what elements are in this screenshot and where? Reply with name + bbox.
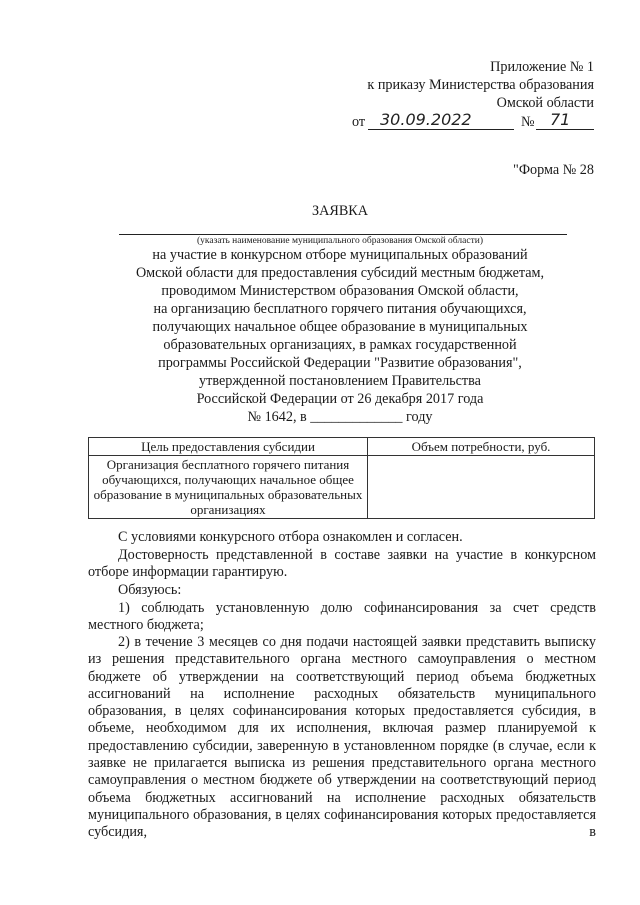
subtitle-line: Российской Федерации от 26 декабря 2017 года	[196, 391, 484, 407]
guarantee-paragraph: Достоверность представленной в составе заявки на участие в конкурсном отборе информации гарантирую.	[88, 547, 596, 581]
order-reference: к приказу Министерства образования	[367, 77, 594, 93]
number-underline	[536, 129, 594, 130]
subtitle-line: № 1642, в _____________ году	[247, 409, 433, 425]
document-title: ЗАЯВКА	[312, 203, 368, 219]
appendix-number: Приложение № 1	[490, 59, 594, 75]
region-name: Омской области	[496, 95, 594, 111]
table-cell-purpose: Организация бесплатного горячего питания обучающихся, получающих начальное общее образование в муниципальных образовательных организациях	[89, 456, 368, 519]
subtitle-line: на организацию бесплатного горячего питания обучающихся,	[153, 301, 527, 317]
subtitle-line: проводимом Министерством образования Омской области,	[161, 283, 519, 299]
obligation-2: 2) в течение 3 месяцев со дня подачи настоящей заявки представить выписку из решения представительного органа местного самоуправления о местном бюджете об утверждении на соответствующий период объема бюджетных ассигнований на исполнение расходных обязательств муниципального образования, в целях софинансирования которых предоставляется субсидия, в объеме, необходимом для их исполнения, включая размер планируемой к предоставлению субсидии, заверенную в установленном порядке (в случае, если к заявке не прилагается выписка из решения представительного органа местного самоуправления о местном бюджете об утверждении на соответствующий период объема бюджетных ассигнований на исполнение расходных обязательств муниципального образования, в целях софинансирования которых предоставляется субсидия, в	[88, 634, 596, 841]
table-cell-amount	[368, 456, 595, 519]
obligation-1: 1) соблюдать установленную долю софинансирования за счет средств местного бюджета;	[88, 600, 596, 634]
municipality-hint: (указать наименование муниципального образования Омской области)	[197, 236, 483, 246]
date-underline	[368, 129, 514, 130]
date-prefix: от	[352, 114, 366, 130]
subtitle-line: утвержденной постановлением Правительства	[199, 373, 481, 389]
handwritten-number: 71	[550, 110, 571, 129]
table-row	[89, 456, 595, 519]
subtitle-line: программы Российской Федерации "Развитие образования",	[158, 355, 522, 371]
subtitle-line: получающих начальное общее образование в муниципальных	[152, 319, 528, 335]
subtitle-line: образовательных организациях, в рамках государственной	[163, 337, 517, 353]
municipality-underline	[119, 234, 567, 235]
subtitle-line: на участие в конкурсном отборе муниципальных образований	[152, 247, 528, 263]
table-header-purpose: Цель предоставления субсидии	[89, 438, 368, 456]
agreement-paragraph: С условиями конкурсного отбора ознакомлен и согласен.	[118, 529, 463, 545]
form-label: "Форма № 28	[513, 162, 594, 178]
number-prefix: №	[521, 114, 535, 130]
subsidy-table	[88, 437, 595, 519]
table-header-row	[89, 438, 595, 456]
handwritten-date: 30.09.2022	[380, 110, 472, 129]
obligations-heading: Обязуюсь:	[118, 582, 182, 598]
subtitle-line: Омской области для предоставления субсидий местным бюджетам,	[135, 265, 545, 281]
table-header-amount: Объем потребности, руб.	[368, 438, 595, 456]
